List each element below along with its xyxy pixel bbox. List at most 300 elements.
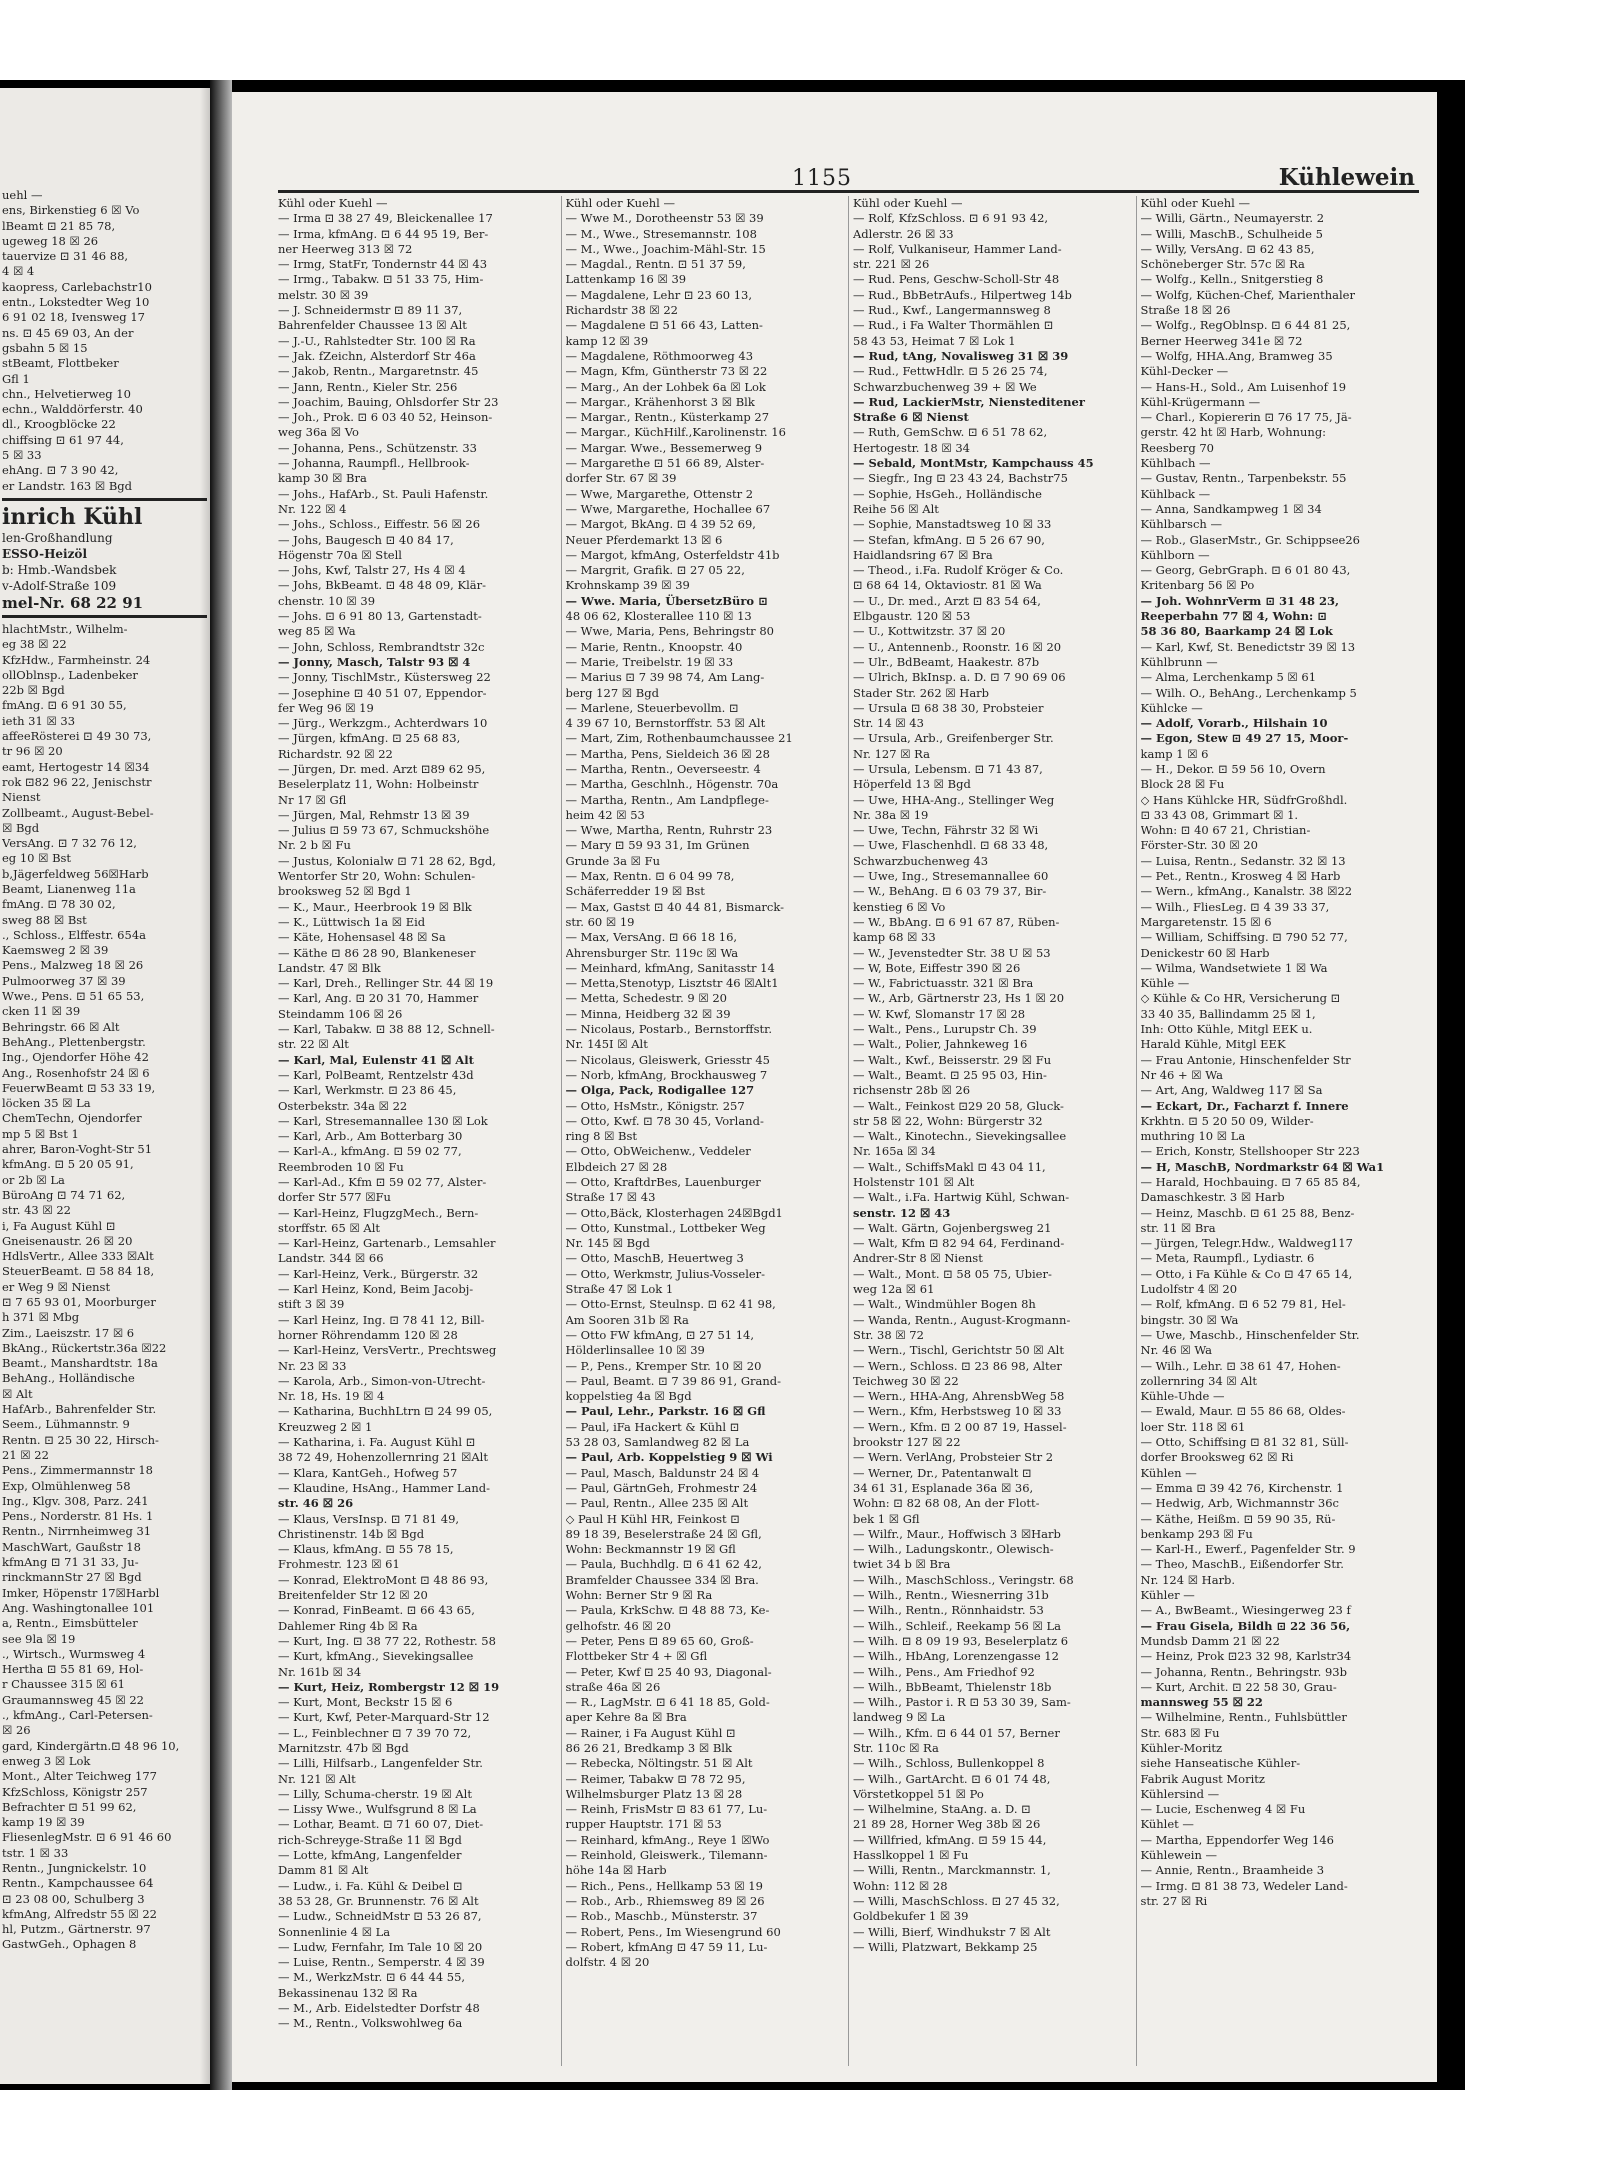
directory-entry-line: — Emma ⊡ 39 42 76, Kirchenstr. 1	[1140, 1480, 1344, 1495]
directory-entry-line: Hasslkoppel 1 ☒ Fu	[853, 1848, 969, 1863]
directory-columns	[278, 196, 1419, 2066]
directory-entry-line: — Marie, Rentn., Knoopstr. 40	[565, 639, 743, 654]
directory-entry-line: — Hans-H., Sold., Am Luisenhof 19	[1140, 379, 1347, 394]
directory-entry-line: ChemTechn, Ojendorfer	[2, 1111, 142, 1126]
directory-entry-line: h 371 ☒ Mbg	[2, 1310, 80, 1325]
directory-entry-line: Steindamm 106 ☒ 26	[278, 1006, 403, 1021]
directory-entry-line: — Martha, Eppendorfer Weg 146	[1140, 1832, 1334, 1847]
directory-entry-line: — Otto, Werkmstr, Julius-Vosseler-	[565, 1266, 766, 1281]
directory-entry-line: — Annie, Rentn., Braamheide 3	[1140, 1863, 1325, 1878]
directory-entry-line: Rentn., Nirrnheimweg 31	[2, 1524, 152, 1539]
directory-entry-line: — Magdal., Rentn. ⊡ 51 37 59,	[565, 257, 746, 272]
directory-entry-line: Kühl-Krügermann —	[1140, 394, 1261, 409]
directory-entry-line: — Paula, Buchhdlg. ⊡ 6 41 62 42,	[565, 1557, 762, 1572]
directory-entry-line: Wwe., Pens. ⊡ 51 65 53,	[2, 989, 145, 1004]
left-page-column	[2, 188, 207, 1953]
directory-entry-line: — Theo, MaschB., Eißendorfer Str.	[1140, 1557, 1344, 1572]
directory-entry-line: — Karl, Arb., Am Botterbarg 30	[278, 1129, 463, 1144]
directory-entry-line: — Wwe, Margarethe, Ottenstr 2	[565, 486, 754, 501]
directory-entry-line: — Charl., Kopiererin ⊡ 76 17 75, Jä-	[1140, 410, 1352, 425]
directory-entry-line: str. 43 ☒ 22	[2, 1203, 71, 1218]
directory-entry-line: — Karl-H., Ewerf., Pagenfelder Str. 9	[1140, 1542, 1356, 1557]
directory-entry-line: richsenstr 28b ☒ 26	[853, 1083, 971, 1098]
directory-entry-line: Frohmestr. 123 ☒ 61	[278, 1557, 400, 1572]
directory-entry-line: ⊡ 7 65 93 01, Moorburger	[2, 1295, 156, 1309]
directory-entry-line: — Joachim, Bauing, Ohlsdorfer Str 23	[278, 394, 499, 409]
directory-entry-line: — Rob., Arb., Rhiemsweg 89 ☒ 26	[565, 1893, 765, 1908]
directory-entry-line: Krkhtn. ⊡ 5 20 50 09, Wilder-	[1140, 1113, 1314, 1128]
directory-entry-line: Hertogestr. 18 ☒ 34	[853, 440, 970, 455]
directory-entry-line: — Wilfr., Maur., Hoffwisch 3 ☒Harb	[853, 1526, 1061, 1541]
directory-entry-line: — Willi, Bierf, Windhukstr 7 ☒ Alt	[853, 1924, 1051, 1939]
directory-entry-line: Schöneberger Str. 57c ☒ Ra	[1140, 257, 1305, 272]
directory-entry-line: Richardstr 38 ☒ 22	[565, 303, 678, 318]
directory-entry-line: — Wwe. Maria, ÜbersetzBüro ⊡	[565, 593, 768, 608]
directory-entry-line: chiffsing ⊡ 61 97 44,	[2, 432, 124, 447]
directory-entry-line: hlachtMstr., Wilhelm-	[2, 621, 128, 636]
directory-entry-line: loer Str. 118 ☒ 61	[1140, 1419, 1246, 1434]
directory-entry-line: — Ludw., SchneidMstr ⊡ 53 26 87,	[278, 1909, 482, 1924]
advertisement-box	[2, 498, 207, 618]
directory-entry-line: — W., BbAng. ⊡ 6 91 67 87, Rüben-	[853, 914, 1060, 929]
directory-entry-line: Kühlersind —	[1140, 1786, 1220, 1801]
directory-entry-line: — Wern. VerlAng, Probsteier Str 2	[853, 1450, 1054, 1465]
directory-entry-line: — Willi, Gärtn., Neumayerstr. 2	[1140, 211, 1325, 226]
directory-entry-line: — Wilh., Kfm. ⊡ 6 44 01 57, Berner	[853, 1725, 1060, 1740]
directory-entry-line: fmAng. ⊡ 78 30 02,	[2, 897, 116, 912]
directory-entry-line: fer Weg 96 ☒ 19	[278, 700, 374, 715]
directory-entry-line: — Käthe, Heißm. ⊡ 59 90 35, Rü-	[1140, 1511, 1336, 1526]
directory-page	[232, 92, 1437, 2082]
directory-entry-line: ahrer, Baron-Voght-Str 51	[2, 1142, 153, 1157]
directory-entry-line: — J. Schneidermstr ⊡ 89 11 37,	[278, 303, 463, 318]
directory-entry-line: Str. 110c ☒ Ra	[853, 1740, 939, 1755]
directory-entry-line: Nr. 2 b ☒ Fu	[278, 838, 351, 853]
directory-entry-line: ner Heerweg 313 ☒ 72	[278, 241, 413, 256]
directory-entry-line: — Joh. WohnrVerm ⊡ 31 48 23,	[1140, 593, 1339, 608]
directory-entry-line: — Uwe, Flaschenhdl. ⊡ 68 33 48,	[853, 838, 1049, 853]
directory-entry-line: Neuer Pferdemarkt 13 ☒ 6	[565, 532, 723, 547]
directory-entry-line: Nr 17 ☒ Gfl	[278, 792, 347, 807]
directory-entry-line: — U., Antennenb., Roonstr. 16 ☒ 20	[853, 639, 1062, 654]
directory-entry-line: — Irma, kfmAng. ⊡ 6 44 95 19, Ber-	[278, 226, 489, 241]
directory-entry-line: Rentn., Kampchaussee 64	[2, 1876, 154, 1891]
directory-entry-line: — Wilh., HbAng, Lorenzengasse 12	[853, 1649, 1059, 1664]
directory-entry-line: — Willi, Rentn., Marckmannstr. 1,	[853, 1863, 1051, 1878]
directory-entry-line: ollOblnsp., Ladenbeker	[2, 667, 138, 682]
directory-entry-line: — Luisa, Rentn., Sedanstr. 32 ☒ 13	[1140, 853, 1346, 868]
directory-entry-line: Graumannsweg 45 ☒ 22	[2, 1692, 144, 1707]
directory-entry-line: — Marg., An der Lohbek 6a ☒ Lok	[565, 379, 766, 394]
directory-entry-line: bek 1 ☒ Gfl	[853, 1511, 920, 1526]
directory-entry-line: — Magdalene, Röthmoorweg 43	[565, 348, 754, 363]
directory-entry-line: Beamt., Manshardtstr. 18a	[2, 1356, 158, 1371]
directory-entry-line: — Sophie, Manstadtsweg 10 ☒ 33	[853, 517, 1052, 532]
directory-entry-line: — Kurt, Mont, Beckstr 15 ☒ 6	[278, 1695, 453, 1710]
directory-entry-line: ., Wirtsch., Wurmsweg 4	[2, 1646, 146, 1661]
directory-entry-line: ☒ Alt	[2, 1386, 33, 1401]
directory-entry-line: — Martha, Rentn., Oeverseestr. 4	[565, 761, 761, 776]
directory-entry-line: Pulmoorweg 37 ☒ 39	[2, 973, 126, 988]
directory-entry-line: Kritenbarg 56 ☒ Po	[1140, 578, 1255, 593]
directory-entry-line: — Justus, Kolonialw ⊡ 71 28 62, Bgd,	[278, 853, 496, 868]
directory-entry-line: — Wolfg, HHA.Ang, Bramweg 35	[1140, 348, 1333, 363]
directory-entry-line: berg 127 ☒ Bgd	[565, 685, 659, 700]
directory-entry-line: — Walt., Polier, Jahnkeweg 16	[853, 1037, 1028, 1052]
directory-entry-line: — Nicolaus, Gleiswerk, Griesstr 45	[565, 1052, 770, 1067]
directory-entry-line: str. 46 ☒ 26	[278, 1496, 354, 1511]
directory-entry-line: FliesenlegMstr. ⊡ 6 91 46 60	[2, 1830, 172, 1845]
directory-entry-line: Schwarzbuchenweg 39 + ☒ We	[853, 379, 1037, 394]
directory-entry-line: — Irma ⊡ 38 27 49, Bleickenallee 17	[278, 211, 493, 226]
directory-entry-line: — L., Feinblechner ⊡ 7 39 70 72,	[278, 1725, 472, 1740]
ad-line-3: b: Hmb.-Wandsbek	[2, 562, 117, 577]
directory-entry-line: — Walt. Gärtn, Gojenbergsweg 21	[853, 1220, 1052, 1235]
directory-entry-line: — Rolf, KfzSchloss. ⊡ 6 91 93 42,	[853, 211, 1049, 226]
directory-entry-line: — Julius ⊡ 59 73 67, Schmuckshöhe	[278, 823, 490, 838]
directory-entry-line: gsbahn 5 ☒ 15	[2, 340, 88, 355]
directory-entry-line: — K., Lüttwisch 1a ☒ Eid	[278, 914, 426, 929]
directory-entry-line: ☒ 26	[2, 1723, 31, 1738]
directory-entry-line: Mundsb Damm 21 ☒ 22	[1140, 1633, 1280, 1648]
directory-entry-line: — Jürg., Werkzgm., Achterdwars 10	[278, 716, 488, 731]
directory-entry-line: — Irmg, StatFr, Tondernstr 44 ☒ 43	[278, 257, 488, 272]
directory-entry-line: hl, Putzm., Gärtnerstr. 97	[2, 1922, 151, 1937]
directory-entry-line: ehAng. ⊡ 7 3 90 42,	[2, 463, 119, 478]
directory-entry-line: dorfer Str. 67 ☒ 39	[565, 471, 677, 486]
directory-entry-line: ., kfmAng., Carl-Petersen-	[2, 1708, 153, 1723]
directory-entry-line: Kühl oder Kuehl —	[565, 196, 676, 210]
directory-entry-line: — Wilh., Rentn., Rönnhaidstr. 53	[853, 1603, 1044, 1618]
directory-entry-line: — Otto, Kunstmal., Lottbeker Weg	[565, 1220, 766, 1235]
directory-entry-line: a, Rentn., Eimsbütteler	[2, 1616, 138, 1631]
directory-entry-line: Wohn: 112 ☒ 28	[853, 1878, 948, 1893]
directory-entry-line: Kühl oder Kuehl —	[1140, 196, 1251, 210]
directory-entry-line: — Meinhard, kfmAng, Sanitasstr 14	[565, 960, 775, 975]
directory-entry-line: — Paul, Rentn., Allee 235 ☒ Alt	[565, 1496, 749, 1511]
directory-entry-line: brookstr 127 ☒ 22	[853, 1435, 961, 1450]
directory-entry-line: HdlsVertr., Allee 333 ☒Alt	[2, 1249, 154, 1264]
directory-entry-line: ◇ Kühle & Co HR, Versicherung ⊡	[1140, 991, 1341, 1006]
directory-entry-line: Nr. 38a ☒ 19	[853, 807, 929, 822]
directory-entry-line: Breitenfelder Str 12 ☒ 20	[278, 1588, 428, 1603]
directory-entry-line: höhe 14a ☒ Harb	[565, 1863, 667, 1878]
directory-entry-line: — M., Wwe., Stresemannstr. 108	[565, 226, 757, 241]
directory-entry-line: — Uwe, HHA-Ang., Stellinger Weg	[853, 792, 1055, 807]
directory-entry-line: kfmAng ⊡ 71 31 33, Ju-	[2, 1555, 139, 1570]
directory-entry-line: — Jürgen, kfmAng. ⊡ 25 68 83,	[278, 731, 461, 746]
directory-entry-line: — Otto, ObWeichenw., Veddeler	[565, 1144, 751, 1159]
directory-entry-line: — Margar., Rentn., Küsterkamp 27	[565, 410, 770, 425]
directory-entry-line: Landstr. 47 ☒ Blk	[278, 960, 381, 975]
directory-entry-line: Harald Kühle, Mitgl EEK	[1140, 1037, 1286, 1052]
directory-entry-line: 21 ☒ 22	[2, 1447, 49, 1462]
directory-entry-line: Kühlbach —	[1140, 456, 1211, 471]
directory-entry-line: Nr. 124 ☒ Harb.	[1140, 1572, 1236, 1587]
page-number: 1155	[792, 166, 852, 191]
directory-entry-line: ieth 31 ☒ 33	[2, 713, 76, 728]
directory-entry-line: Damaschkestr. 3 ☒ Harb	[1140, 1190, 1285, 1205]
directory-entry-line: Seem., Lühmannstr. 9	[2, 1417, 130, 1432]
ad-line-2: ESSO-Heizöl	[2, 546, 87, 561]
directory-entry-line: — Otto FW kfmAng, ⊡ 27 51 14,	[565, 1327, 755, 1342]
directory-entry-line: — Jakob, Rentn., Margaretnstr. 45	[278, 364, 479, 379]
directory-entry-line: Str. 38 ☒ 72	[853, 1327, 924, 1342]
directory-entry-line: Kühlborn —	[1140, 547, 1210, 562]
directory-entry-line: fmAng. ⊡ 6 91 30 55,	[2, 698, 127, 713]
directory-entry-line: Goldbekufer 1 ☒ 39	[853, 1909, 969, 1924]
directory-entry-line: uehl —	[2, 188, 43, 202]
directory-entry-line: — M., Wwe., Joachim-Mähl-Str. 15	[565, 241, 766, 256]
directory-entry-line: chn., Helvetierweg 10	[2, 386, 131, 401]
directory-entry-line: Ing., Ojendorfer Höhe 42	[2, 1050, 149, 1065]
directory-entry-line: — Reimer, Tabakw ⊡ 78 72 95,	[565, 1771, 746, 1786]
directory-entry-line: Wentorfer Str 20, Wohn: Schulen-	[278, 869, 476, 884]
directory-entry-line: weg 36a ☒ Vo	[278, 425, 359, 440]
directory-entry-line: — Wern., Kfm, Herbstsweg 10 ☒ 33	[853, 1404, 1062, 1419]
directory-entry-line: — Wern., Kfm. ⊡ 2 00 87 19, Hassel-	[853, 1419, 1067, 1434]
directory-entry-line: 21 89 28, Horner Weg 38b ☒ 26	[853, 1817, 1041, 1832]
directory-entry-line: ns. ⊡ 45 69 03, An der	[2, 325, 134, 340]
directory-entry-line: — Martha, Pens, Sieldeich 36 ☒ 28	[565, 746, 770, 761]
directory-entry-line: str 58 ☒ 22, Wohn: Bürgerstr 32	[853, 1113, 1043, 1128]
directory-entry-line: — Mary ⊡ 59 93 31, Im Grünen	[565, 838, 750, 853]
directory-entry-line: Befrachter ⊡ 51 99 62,	[2, 1799, 137, 1814]
directory-entry-line: Schwarzbuchenweg 43	[853, 853, 989, 868]
directory-entry-line: — Ulr., BdBeamt, Haakestr. 87b	[853, 654, 1040, 669]
directory-entry-line: — Karl, Tabakw. ⊡ 38 88 12, Schnell-	[278, 1022, 495, 1037]
directory-entry-line: — Walt., Kwf., Beisserstr. 29 ☒ Fu	[853, 1052, 1052, 1067]
directory-entry-line: — Uwe, Techn, Fährstr 32 ☒ Wi	[853, 823, 1039, 838]
directory-entry-line: — Willi, Platzwart, Bekkamp 25	[853, 1939, 1038, 1954]
directory-entry-line: — Wilh., GartArcht. ⊡ 6 01 74 48,	[853, 1771, 1051, 1786]
directory-entry-line: Am Sooren 31b ☒ Ra	[565, 1312, 689, 1327]
directory-entry-line: — Wilh. ⊡ 8 09 19 93, Beselerplatz 6	[853, 1633, 1069, 1648]
directory-entry-line: — Uwe, Ing., Stresemannallee 60	[853, 869, 1049, 884]
directory-entry-line: — Lilli, Hilfsarb., Langenfelder Str.	[278, 1756, 483, 1771]
directory-entry-line: — Wilh., Ladungskontr., Olewisch-	[853, 1542, 1054, 1557]
directory-entry-line: kamp 68 ☒ 33	[853, 930, 936, 945]
directory-entry-line: kamp 12 ☒ 39	[565, 333, 649, 348]
directory-entry-line: FeuerwBeamt ⊡ 53 33 19,	[2, 1080, 156, 1095]
directory-entry-line: enweg 3 ☒ Lok	[2, 1753, 91, 1768]
directory-entry-line: storffstr. 65 ☒ Alt	[278, 1220, 381, 1235]
directory-entry-line: — M., Arb. Eidelstedter Dorfstr 48	[278, 2001, 480, 2016]
directory-entry-line: sweg 88 ☒ Bst	[2, 912, 87, 927]
directory-entry-line: Ang. Washingtonallee 101	[2, 1600, 155, 1615]
directory-entry-line: affeeRösterei ⊡ 49 30 73,	[2, 729, 152, 744]
directory-entry-line: — Lucie, Eschenweg 4 ☒ Fu	[1140, 1802, 1306, 1817]
directory-entry-line: 5 ☒ 33	[2, 448, 42, 463]
directory-entry-line: twiet 34 b ☒ Bra	[853, 1557, 951, 1572]
directory-entry-line: — Marlene, Steuerbevollm. ⊡	[565, 700, 739, 715]
directory-entry-line: — Karl-Ad., Kfm ⊡ 59 02 77, Alster-	[278, 1175, 487, 1189]
directory-entry-line: — Wilh., Lehr. ⊡ 38 61 47, Hohen-	[1140, 1358, 1341, 1373]
directory-entry-line: — Johanna, Rentn., Behringstr. 93b	[1140, 1664, 1347, 1679]
directory-entry-line: ◇ Hans Kühlcke HR, SüdfrGroßhdl.	[1140, 792, 1348, 807]
directory-entry-line: — Norb, kfmAng, Brockhausweg 7	[565, 1067, 768, 1082]
directory-entry-line: — Otto, Kwf. ⊡ 78 30 45, Vorland-	[565, 1113, 764, 1128]
left-entries-top	[2, 188, 207, 494]
directory-entry-line: Pens., Zimmermannstr 18	[2, 1463, 153, 1478]
directory-entry-line: — Robert, kfmAng ⊡ 47 59 11, Lu-	[565, 1939, 768, 1954]
directory-entry-line: — Rud., FettwHdlr. ⊡ 5 26 25 74,	[853, 364, 1048, 379]
directory-entry-line: Adlerstr. 26 ☒ 33	[853, 226, 954, 241]
directory-entry-line: — Klaudine, HsAng., Hammer Land-	[278, 1480, 491, 1495]
directory-entry-line: kamp 19 ☒ 39	[2, 1815, 85, 1830]
directory-entry-line: Nr. 121 ☒ Alt	[278, 1771, 356, 1786]
directory-entry-line: ◇ Paul H Kühl HR, Feinkost ⊡	[565, 1511, 740, 1526]
directory-entry-line: Rentn. ⊡ 25 30 22, Hirsch-	[2, 1432, 159, 1447]
directory-entry-line: kfmAng, Alfredstr 55 ☒ 22	[2, 1906, 157, 1921]
directory-entry-line: Nr. 165a ☒ 34	[853, 1144, 936, 1159]
directory-entry-line: — Reinhard, kfmAng., Reye 1 ☒Wo	[565, 1832, 770, 1847]
directory-entry-line: Kühlbrunn —	[1140, 654, 1218, 669]
directory-entry-line: — Rud., Kwf., Langermannsweg 8	[853, 303, 1051, 318]
directory-entry-line: — Ludw., i. Fa. Kühl & Deibel ⊡	[278, 1878, 463, 1893]
directory-entry-line: Kühl oder Kuehl —	[278, 196, 388, 210]
directory-entry-line: — Willi, MaschB., Schulheide 5	[1140, 226, 1323, 241]
directory-entry-line: Hölderlinsallee 10 ☒ 39	[565, 1343, 705, 1358]
directory-entry-line: — Wwe, Maria, Pens, Behringstr 80	[565, 624, 774, 639]
directory-entry-line: — J.-U., Rahlstedter Str. 100 ☒ Ra	[278, 333, 476, 348]
directory-entry-line: — Georg, GebrGraph. ⊡ 6 01 80 43,	[1140, 563, 1351, 578]
directory-entry-line: er Weg 9 ☒ Nienst	[2, 1279, 111, 1294]
directory-entry-line: — Paul, Masch, Baldunstr 24 ☒ 4	[565, 1465, 760, 1480]
directory-entry-line: — Willi, MaschSchloss. ⊡ 27 45 32,	[853, 1893, 1060, 1908]
directory-entry-line: Bahrenfelder Chaussee 13 ☒ Alt	[278, 318, 467, 333]
directory-entry-line: — Adolf, Vorarb., Hilshain 10	[1140, 716, 1328, 731]
directory-entry-line: Straße 47 ☒ Lok 1	[565, 1282, 674, 1297]
directory-entry-line: Ludolfstr 4 ☒ 20	[1140, 1282, 1238, 1297]
directory-entry-line: Högenstr 70a ☒ Stell	[278, 547, 402, 562]
directory-entry-line: — Siegfr., Ing ⊡ 23 43 24, Bachstr75	[853, 471, 1068, 486]
directory-entry-line: Nr. 145 ☒ Bgd	[565, 1236, 650, 1251]
directory-entry-line: 33 40 35, Ballindamm 25 ☒ 1,	[1140, 1006, 1316, 1021]
directory-entry-line: Kühler —	[1140, 1588, 1195, 1603]
directory-entry-line: Nr. 161b ☒ 34	[278, 1664, 362, 1679]
directory-entry-line: — Jürgen, Dr. med. Arzt ⊡89 62 95,	[278, 761, 486, 776]
directory-entry-line: — Karl, Kwf, St. Benedictstr 39 ☒ 13	[1140, 639, 1356, 654]
directory-entry-line: — R., LagMstr. ⊡ 6 41 18 85, Gold-	[565, 1695, 770, 1710]
directory-column-2	[561, 196, 845, 2066]
directory-entry-line: aper Kehre 8a ☒ Bra	[565, 1710, 687, 1725]
directory-entry-line: Holstenstr 101 ☒ Alt	[853, 1175, 975, 1189]
directory-entry-line: — Karl, Mal, Eulenstr 41 ☒ Alt	[278, 1052, 474, 1067]
directory-entry-line: 58 43 53, Heimat 7 ☒ Lok 1	[853, 333, 1016, 348]
directory-entry-line: — Margot, BkAng. ⊡ 4 39 52 69,	[565, 517, 756, 532]
directory-entry-line: — Reinh, FrisMstr ⊡ 83 61 77, Lu-	[565, 1802, 768, 1817]
ad-phone: mel-Nr. 68 22 91	[2, 593, 144, 612]
directory-column-1	[278, 196, 557, 2066]
directory-entry-line: horner Röhrendamm 120 ☒ 28	[278, 1327, 458, 1342]
directory-entry-line: — Karl, Stresemannallee 130 ☒ Lok	[278, 1113, 488, 1128]
directory-entry-line: Margaretenstr. 15 ☒ 6	[1140, 914, 1272, 929]
directory-entry-line: Pens., Norderstr. 81 Hs. 1	[2, 1509, 154, 1524]
directory-entry-line: — W., Jevenstedter Str. 38 U ☒ 53	[853, 945, 1051, 960]
directory-entry-line: — Magdalene, Lehr ⊡ 23 60 13,	[565, 287, 753, 302]
directory-entry-line: — Wolfg., RegOblnsp. ⊡ 6 44 81 25,	[1140, 318, 1351, 333]
directory-entry-line: — Katharina, BuchhLtrn ⊡ 24 99 05,	[278, 1404, 493, 1419]
directory-entry-line: — Wilhelmine, Rentn., Fuhlsbüttler	[1140, 1710, 1347, 1725]
directory-entry-line: dl., Kroogblöcke 22	[2, 417, 116, 432]
directory-entry-line: 86 26 21, Bredkamp 3 ☒ Blk	[565, 1740, 732, 1755]
directory-entry-line: — Wilh. O., BehAng., Lerchenkamp 5	[1140, 685, 1357, 700]
directory-entry-line: Haidlandsring 67 ☒ Bra	[853, 547, 993, 562]
directory-entry-line: Flottbeker Str 4 + ☒ Gfl	[565, 1649, 708, 1664]
directory-entry-line: — Kurt, Ing. ⊡ 38 77 22, Rothestr. 58	[278, 1633, 496, 1648]
directory-entry-line: Bramfelder Chaussee 334 ☒ Bra.	[565, 1572, 759, 1587]
directory-entry-line: Wohn: Beckmannstr 19 ☒ Gfl	[565, 1542, 736, 1557]
directory-entry-line: — John, Schloss, Rembrandtstr 32c	[278, 639, 485, 654]
directory-entry-line: Nr. 127 ☒ Ra	[853, 746, 930, 761]
directory-entry-line: — Wern., Tischl, Gerichtstr 50 ☒ Alt	[853, 1343, 1064, 1358]
directory-entry-line: Wohn: ⊡ 82 68 08, An der Flott-	[853, 1496, 1040, 1511]
header-rule	[278, 190, 1419, 193]
directory-entry-line: — Metta, Schedestr. 9 ☒ 20	[565, 991, 727, 1006]
directory-entry-line: melstr. 30 ☒ 39	[278, 287, 369, 302]
directory-entry-line: — Wilh., BbBeamt, Thielenstr 18b	[853, 1679, 1052, 1694]
directory-entry-line: — Rainer, i Fa August Kühl ⊡	[565, 1725, 736, 1740]
directory-entry-line: — Marie, Treibelstr. 19 ☒ 33	[565, 654, 734, 669]
directory-entry-line: — W. Kwf, Slomanstr 17 ☒ 28	[853, 1006, 1026, 1021]
directory-entry-line: heim 42 ☒ 53	[565, 807, 645, 822]
directory-entry-line: Reesberg 70	[1140, 440, 1214, 455]
directory-entry-line: tstr. 1 ☒ 33	[2, 1845, 69, 1860]
directory-entry-line: Reembroden 10 ☒ Fu	[278, 1159, 404, 1174]
directory-entry-line: 58 36 80, Baarkamp 24 ☒ Lok	[1140, 624, 1333, 639]
directory-entry-line: gard, Kindergärtn.⊡ 48 96 10,	[2, 1738, 180, 1753]
directory-entry-line: Straße 18 ☒ 26	[1140, 303, 1231, 318]
directory-entry-line: 4 39 67 10, Bernstorffstr. 53 ☒ Alt	[565, 716, 766, 731]
directory-entry-line: dolfstr. 4 ☒ 20	[565, 1955, 650, 1970]
directory-entry-line: entn., Lokstedter Weg 10	[2, 295, 150, 310]
directory-entry-line: — Johs., Schloss., Eiffestr. 56 ☒ 26	[278, 517, 481, 532]
directory-entry-line: Ahrensburger Str. 119c ☒ Wa	[565, 945, 739, 960]
directory-entry-line: KfzHdw., Farmheinstr. 24	[2, 652, 151, 667]
directory-entry-line: — Karl, Dreh., Rellinger Str. 44 ☒ 19	[278, 976, 494, 991]
directory-entry-line: 6 91 02 18, Ivensweg 17	[2, 310, 145, 325]
directory-entry-line: — Reinhold, Gleiswerk., Tilemann-	[565, 1848, 768, 1863]
directory-entry-line: echn., Walddörferstr. 40	[2, 402, 143, 417]
directory-entry-line: — Kurt, kfmAng., Sievekingsallee	[278, 1649, 474, 1664]
directory-entry-line: — Joh., Prok. ⊡ 6 03 40 52, Heinson-	[278, 410, 493, 425]
directory-entry-line: muthring 10 ☒ La	[1140, 1129, 1246, 1144]
directory-entry-line: Krohnskamp 39 ☒ 39	[565, 578, 690, 593]
directory-entry-line: — Lotte, kfmAng, Langenfelder	[278, 1848, 462, 1863]
directory-entry-line: — Rud, LackierMstr, Niensteditener	[853, 394, 1085, 409]
directory-entry-line: — Ewald, Maur. ⊡ 55 86 68, Oldes-	[1140, 1404, 1346, 1419]
directory-entry-line: — Max, Rentn. ⊡ 6 04 99 78,	[565, 869, 735, 884]
directory-entry-line: Wohn: Berner Str 9 ☒ Ra	[565, 1588, 713, 1603]
directory-entry-line: — Lissy Wwe., Wulfsgrund 8 ☒ La	[278, 1802, 477, 1817]
directory-entry-line: Andrer-Str 8 ☒ Nienst	[853, 1251, 983, 1266]
directory-entry-line: — Wilh., FliesLeg. ⊡ 4 39 33 37,	[1140, 899, 1330, 914]
directory-entry-line: — Lothar, Beamt. ⊡ 71 60 07, Diet-	[278, 1817, 484, 1832]
directory-entry-line: — Klara, KantGeh., Hofweg 57	[278, 1465, 458, 1480]
directory-entry-line: — Sophie, HsGeh., Holländische	[853, 486, 1042, 501]
directory-entry-line: Schäferredder 19 ☒ Bst	[565, 884, 705, 899]
directory-column-3	[848, 196, 1132, 2066]
directory-entry-line: Rentn., Jungnickelstr. 10	[2, 1860, 147, 1875]
directory-entry-line: — Peter, Kwf ⊡ 25 40 93, Diagonal-	[565, 1664, 772, 1679]
directory-entry-line: — Ruth, GemSchw. ⊡ 6 51 78 62,	[853, 425, 1048, 440]
directory-entry-line: — Wolfg, Küchen-Chef, Marienthaler	[1140, 287, 1355, 302]
directory-entry-line: Gfl 1	[2, 371, 30, 386]
directory-entry-line: SteuerBeamt. ⊡ 58 84 18,	[2, 1264, 155, 1279]
directory-entry-line: Nienst	[2, 790, 41, 805]
directory-entry-line: — Karl, Werkmstr. ⊡ 23 86 45,	[278, 1083, 457, 1098]
